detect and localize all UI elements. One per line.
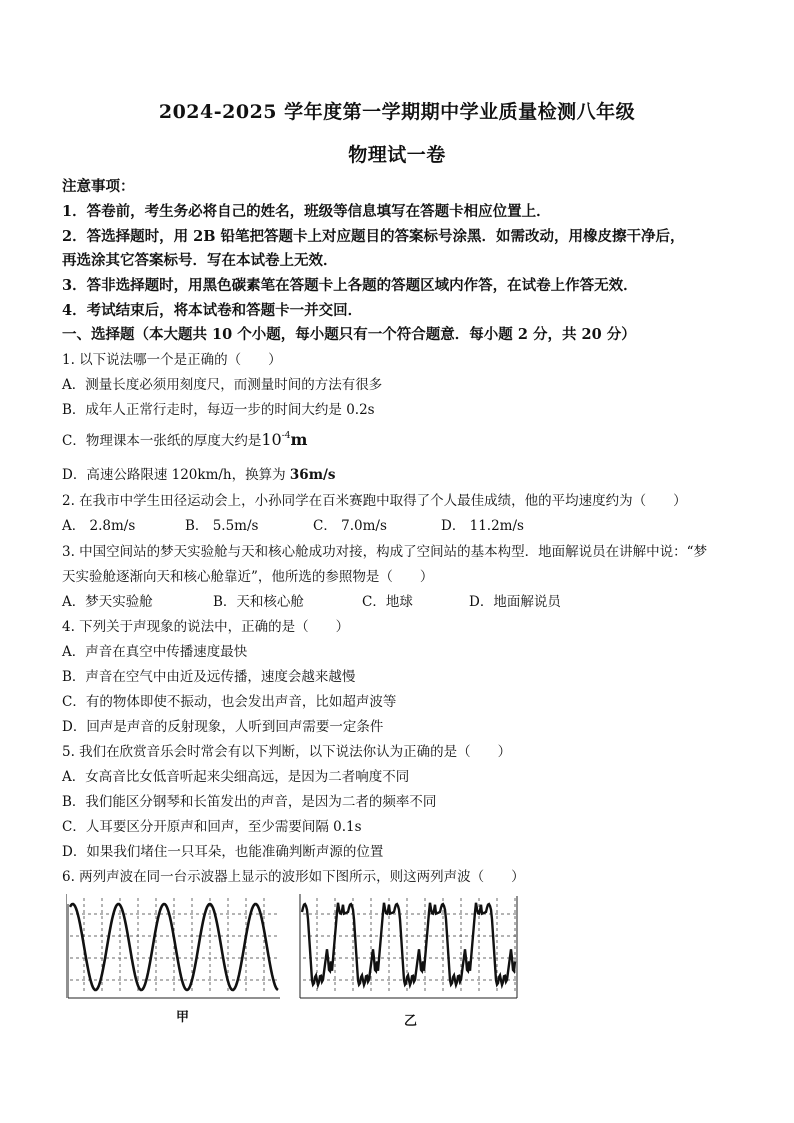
- q4-option-b: B．声音在空气中由近及远传播，速度会越来越慢: [62, 669, 356, 685]
- q3-option-b: B．天和核心舱: [213, 594, 304, 610]
- q3-stem-2: 天实验舱逐渐向天和核心舱靠近”，他所选的参照物是（ ）: [62, 569, 434, 585]
- q4-option-a: A．声音在真空中传播速度最快: [62, 644, 248, 660]
- figure-label-jia: 甲: [176, 1010, 190, 1025]
- q3-stem-1: 3. 中国空间站的梦天实验舱与天和核心舱成功对接，构成了空间站的基本构型．地面解说员在讲解中说：“梦: [62, 544, 708, 560]
- note-item-2-cont: 再选涂其它答案标号．写在本试卷上无效．: [62, 252, 338, 269]
- q5-stem: 5. 我们在欣赏音乐会时常会有以下判断，以下说法你认为正确的是（ ）: [62, 744, 512, 760]
- q2-stem: 2. 在我市中学生田径运动会上，小孙同学在百米赛跑中取得了个人最佳成绩，他的平均速度约为（ ）: [62, 493, 687, 509]
- q5-option-b: B．我们能区分钢琴和长笛发出的声音，是因为二者的频率不同: [62, 794, 437, 810]
- q5-option-a: A．女高音比女低音听起来尖细高远，是因为二者响度不同: [62, 769, 410, 785]
- q3-option-a: A．梦天实验舱: [62, 594, 153, 610]
- figure-label-yi: 乙: [404, 1014, 418, 1029]
- waveform-yi-svg: [299, 892, 519, 1000]
- q1-option-a: A．测量长度必须用刻度尺，而测量时间的方法有很多: [62, 377, 383, 393]
- q4-option-c: C．有的物体即使不振动，也会发出声音，比如超声波等: [62, 694, 397, 710]
- q4-stem: 4. 下列关于声现象的说法中，正确的是（ ）: [62, 619, 350, 635]
- q6-stem: 6. 两列声波在同一台示波器上显示的波形如下图所示，则这两列声波（ ）: [62, 869, 525, 885]
- q1-stem: 1. 以下说法哪一个是正确的（ ）: [62, 352, 282, 368]
- q2-option-a: A． 2.8m/s: [62, 518, 136, 534]
- waveform-jia-figure: [66, 892, 280, 1000]
- q1-option-d-value: 36m/s: [289, 467, 336, 483]
- section1-heading: 一、选择题（本大题共 10 个小题，每小题只有一个符合题意．每小题 2 分，共 20 分）: [62, 326, 636, 343]
- q5-option-d: D．如果我们堵住一只耳朵，也能准确判断声源的位置: [62, 844, 384, 860]
- q2-option-d: D． 11.2m/s: [441, 518, 524, 534]
- exam-subtitle: 物理试一卷: [348, 144, 446, 166]
- q3-option-d: D．地面解说员: [469, 594, 561, 610]
- q1-option-c-text: C．物理课本一张纸的厚度大约是: [62, 433, 262, 449]
- q1-option-c: [62, 429, 754, 449]
- note-item-2: 2．答选择题时，用 2B 铅笔把答题卡上对应题目的答案标号涂黑．如需改动，用橡皮擦干净后，: [62, 228, 685, 245]
- note-item-1: 1．答卷前，考生务必将自己的姓名，班级等信息填写在答题卡相应位置上．: [62, 203, 551, 220]
- note-item-4: 4．考试结束后，将本试卷和答题卡一并交回．: [62, 302, 363, 319]
- waveform-yi-figure: [299, 892, 519, 1000]
- oscilloscope-grid: [66, 894, 280, 998]
- q5-option-c: C．人耳要区分开原声和回声，至少需要间隔 0.1s: [62, 819, 362, 835]
- q1-option-b: B．成年人正常行走时，每迈一步的时间大约是 0.2s: [62, 402, 375, 418]
- q1-option-c-unit: m: [290, 430, 308, 449]
- waveform-jia-svg: [66, 892, 280, 1000]
- q4-option-d: D．回声是声音的反射现象，人听到回声需要一定条件: [62, 719, 384, 735]
- q3-option-c: C．地球: [362, 594, 413, 610]
- q2-option-c: C． 7.0m/s: [313, 518, 387, 534]
- q1-option-d-text: D．高速公路限速 120km/h，换算为: [62, 467, 286, 483]
- notes-heading: 注意事项：: [62, 178, 135, 195]
- exam-title: 2024-2025 学年度第一学期期中学业质量检测八年级: [158, 101, 636, 123]
- note-item-3: 3．答非选择题时，用黑色碳素笔在答题卡上各题的答题区域内作答，在试卷上作答无效．: [62, 277, 638, 294]
- waveform-yi-trace: [302, 903, 515, 985]
- q1-option-c-base: 10: [261, 430, 282, 449]
- q1-option-d: [62, 463, 754, 483]
- q1-option-c-exp: -4: [281, 431, 291, 441]
- q2-option-b: B． 5.5m/s: [185, 518, 259, 534]
